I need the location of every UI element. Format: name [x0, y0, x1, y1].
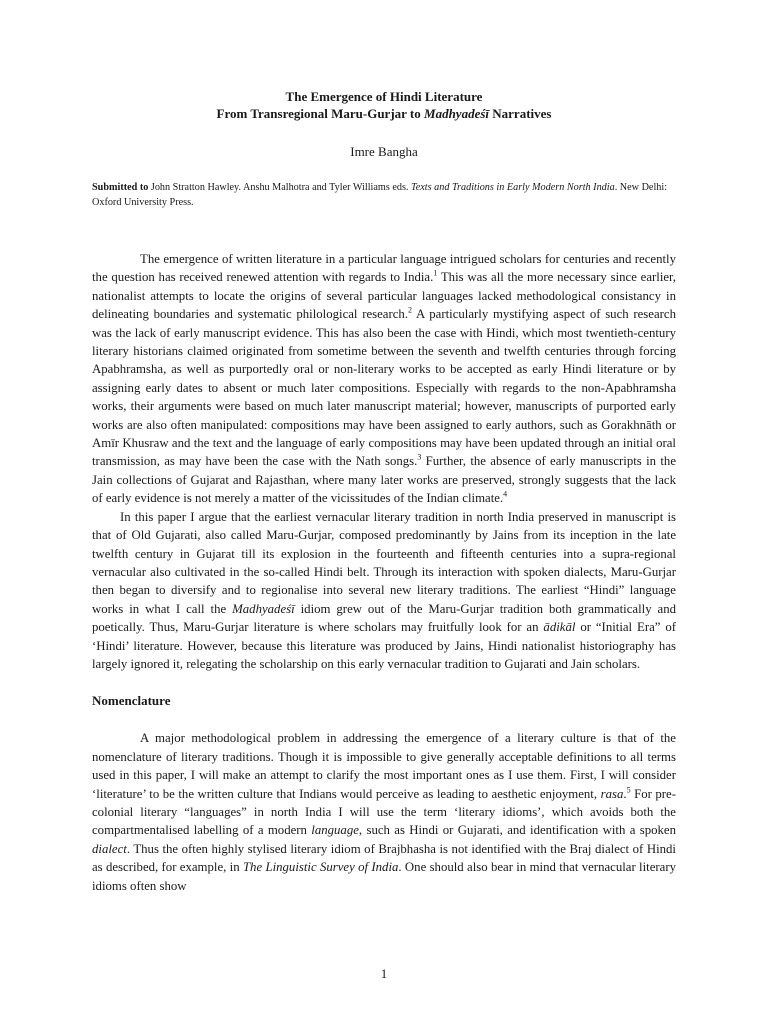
- p2-text-c: or “Initial Era” of ‘Hindi’ literature. However, because this literature was produced by Jains, Hindi nationalist historiography has largely ignored it, relegating the scholarship on this early vernacular tradition to Gujarati and Jain scholars.: [92, 620, 677, 671]
- paragraph-1: [92, 250, 676, 508]
- p3-text-d: , such as Hindi or Gujarati, and identification with a spoken: [358, 823, 676, 838]
- p2-emphasis-1: Madhyadeśī: [232, 601, 295, 616]
- footnote-ref-1[interactable]: 1: [433, 269, 438, 279]
- p1-text-d: Further, the absence of early manuscripts in the Jain collections of Gujarat and Rajasthan, where many later works are preserved, strongly suggests that the lack of early evidence is not merely a matter of the vicissitudes of the Indian climate.: [92, 454, 676, 506]
- submitted-label: Submitted to: [92, 182, 149, 193]
- footnote-ref-3[interactable]: 3: [417, 453, 422, 463]
- p3-text-f: . One should also bear in mind that vernacular literary idioms often show: [92, 860, 676, 893]
- p3-emphasis-1: rasa: [600, 786, 624, 801]
- page-number: 1: [380, 966, 388, 981]
- p3-text-c: For pre-colonial literary “languages” in north India I will use the term ‘literary idioms’, which avoids both the compartmentalised labelling of a modern: [92, 786, 676, 838]
- title-line-2-suffix: Narratives: [489, 106, 552, 121]
- title-line-2: [92, 105, 676, 122]
- submitted-editors: John Stratton Hawley. Anshu Malhotra and Tyler Williams eds.: [148, 182, 412, 193]
- title-line-2-emphasis: Madhyadeśī: [424, 106, 490, 121]
- p2-text-b: idiom grew out of the Maru-Gurjar tradition both grammatically and poetically. Thus, Maru-Gurjar literature is where scholars may fruitfully look for an: [92, 601, 677, 635]
- p2-text-a: In this paper I argue that the earliest vernacular literary tradition in north India preserved in manuscript is that of Old Gujarati, also called Maru-Gurjar, composed predominantly by Jains from its inception in the late twelfth century in Gujarat till its explosion in the fourteenth and fifteenth centuries into a supra-regional vernacular also cultivated in the so-called Hindi belt. Through its interaction with spoken dialects, Maru-Gurjar then began to diversify and to regionalise into several new literary traditions. The earliest “Hindi” language works in what I call the: [92, 509, 676, 616]
- footnote-ref-5[interactable]: 5: [626, 785, 631, 795]
- footnote-ref-2[interactable]: 2: [408, 305, 413, 315]
- p3-text-e: . Thus the often highly stylised literary idiom of Brajbhasha is not identified with the Braj dialect of Hindi as described, for example, in: [92, 841, 676, 875]
- title-line-2-prefix: From Transregional Maru-Gurjar to: [216, 106, 425, 121]
- p3-emphasis-2: language: [311, 823, 359, 838]
- p2-emphasis-2: ādikāl: [543, 620, 576, 635]
- p3-emphasis-4: The Linguistic Survey of India: [242, 860, 399, 875]
- title-line-1: The Emergence of Hindi Literature: [285, 89, 483, 104]
- p3-text-a: A major methodological problem in addressing the emergence of a literary culture is that of the nomenclature of literary traditions. Though it is impossible to give generally acceptable definitions to all terms used in this paper, I will make an attempt to clarify the most important ones as I use them. First, I will consider ‘literature’ to be the written culture that Indians would perceive as leading to aesthetic enjoyment,: [92, 731, 676, 801]
- submitted-book-title: Texts and Traditions in Early Modern North India: [411, 182, 615, 193]
- p1-text-b: This was all the more necessary since earlier, nationalist attempts to locate the origins of several particular languages lacked methodological consistancy in delineating boundaries and systematic philological research.: [92, 270, 677, 322]
- paragraph-2: [92, 508, 676, 674]
- submitted-publisher: . New Delhi: Oxford University Press.: [92, 182, 668, 208]
- footnote-ref-4[interactable]: 4: [503, 490, 508, 500]
- author-name: Imre Bangha: [350, 144, 418, 159]
- submission-note: [92, 180, 676, 210]
- document-page: [92, 88, 676, 895]
- paragraph-3: [92, 729, 676, 895]
- p3-text-b: .: [623, 786, 627, 801]
- p1-text-a: The emergence of written literature in a particular language intrigued scholars for centuries and recently the question has received renewed attention with regards to India.: [92, 252, 676, 285]
- section-heading: Nomenclature: [92, 693, 171, 709]
- p3-emphasis-3: dialect: [92, 841, 127, 856]
- p1-text-c: A particularly mystifying aspect of such research was the lack of early manuscript evidence. This has also been the case with Hindi, which most twentieth-century literary historians claimed originated from sometime between the seventh and twelfth centuries through forcing Apabhramsha, as well as purportedly oral or non-literary works to be accepted as early Hindi literature or by assigning early dates to absent or much later compositions. Especially with regards to the non-Apabhramsha works, their arguments were based on much later manuscript material; however, manuscripts of purported early works are also often manipulated: compositions may have been assigned to early authors, such as Gorakhnāth or Amīr Khusraw and the text and the language of early compositions may have been updated through an initial oral transmission, as may have been the case with the Nath songs.: [92, 307, 676, 469]
